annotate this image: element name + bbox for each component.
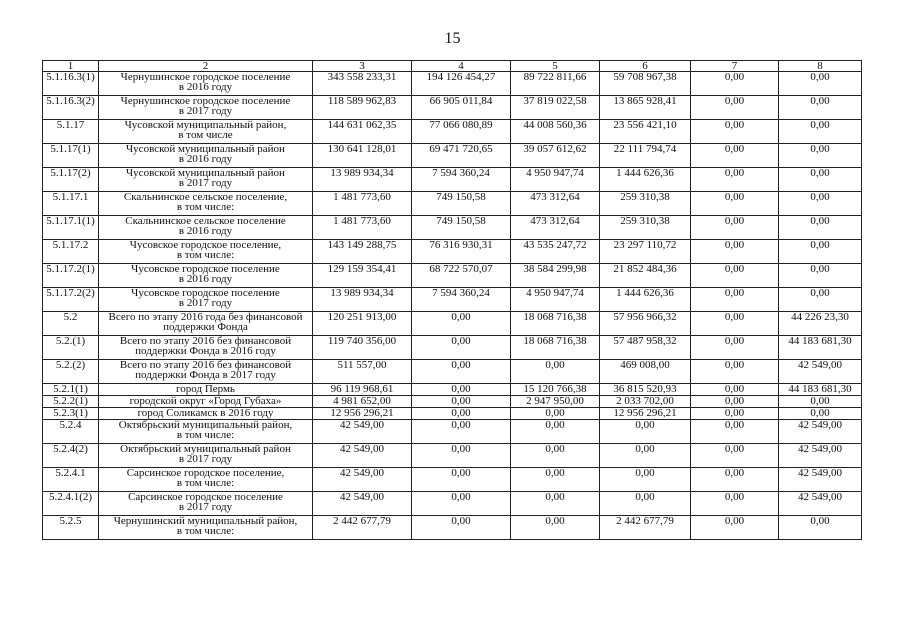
row-value-c5: 0,00 [511, 516, 600, 540]
row-name [99, 420, 313, 444]
row-value-c3: 118 589 962,83 [313, 96, 412, 120]
row-name-line: в 2016 году [178, 225, 233, 237]
row-value-c6: 23 556 421,10 [600, 120, 691, 144]
row-value-c6: 22 111 794,74 [600, 144, 691, 168]
row-value-c8: 0,00 [779, 396, 862, 408]
row-value-c6: 59 708 967,38 [600, 72, 691, 96]
row-value-c7: 0,00 [691, 168, 779, 192]
row-value-c5: 39 057 612,62 [511, 144, 600, 168]
row-value-c4: 749 150,58 [412, 216, 511, 240]
row-value-c4: 0,00 [412, 396, 511, 408]
row-value-c7: 0,00 [691, 240, 779, 264]
row-name-line: Чернушинский муниципальный район, [113, 515, 298, 527]
row-code: 5.1.17.1(1) [43, 216, 99, 240]
row-value-c6: 23 297 110,72 [600, 240, 691, 264]
row-value-c5: 0,00 [511, 444, 600, 468]
row-name-line: Чусовское городское поселение, [129, 239, 282, 251]
row-value-c4: 76 316 930,31 [412, 240, 511, 264]
row-value-c7: 0,00 [691, 396, 779, 408]
row-name-line: Чусовской муниципальный район [126, 143, 285, 155]
row-code: 5.2.5 [43, 516, 99, 540]
row-code: 5.1.17(1) [43, 144, 99, 168]
row-value-c5: 2 947 950,00 [511, 396, 600, 408]
row-name-line: в 2017 году [178, 453, 233, 465]
row-value-c5: 0,00 [511, 408, 600, 420]
table-row [43, 444, 862, 468]
row-value-c3: 42 549,00 [313, 444, 412, 468]
row-value-c7: 0,00 [691, 336, 779, 360]
row-value-c8: 44 226 23,30 [779, 312, 862, 336]
row-name-line: Сарсинское городское поселение, [126, 467, 285, 479]
row-value-c5: 4 950 947,74 [511, 288, 600, 312]
row-name-line: Чернушинское городское поселение [120, 71, 291, 83]
row-value-c8: 0,00 [779, 96, 862, 120]
row-value-c5: 0,00 [511, 468, 600, 492]
row-name-line: Всего по этапу 2016 без финансовой [119, 335, 292, 347]
row-name-line: в том числе: [176, 429, 235, 441]
row-value-c6: 0,00 [600, 468, 691, 492]
column-header: 1 [43, 61, 99, 72]
page-number: 15 [444, 30, 461, 47]
row-value-c8: 0,00 [779, 408, 862, 420]
row-name-line: в 2016 году [178, 273, 233, 285]
table-row [43, 168, 862, 192]
row-value-c7: 0,00 [691, 144, 779, 168]
row-value-c5: 43 535 247,72 [511, 240, 600, 264]
row-code: 5.2.1(1) [43, 384, 99, 396]
row-value-c7: 0,00 [691, 384, 779, 396]
row-name [99, 516, 313, 540]
row-name-line: в 2017 году [178, 177, 233, 189]
row-value-c3: 42 549,00 [313, 420, 412, 444]
table-row [43, 384, 862, 396]
row-code: 5.1.17.2 [43, 240, 99, 264]
row-value-c5: 37 819 022,58 [511, 96, 600, 120]
row-value-c6: 57 956 966,32 [600, 312, 691, 336]
row-value-c8: 0,00 [779, 72, 862, 96]
row-value-c7: 0,00 [691, 420, 779, 444]
row-name [99, 360, 313, 384]
row-value-c3: 143 149 288,75 [313, 240, 412, 264]
row-value-c6: 1 444 626,36 [600, 288, 691, 312]
row-name [99, 468, 313, 492]
row-value-c7: 0,00 [691, 192, 779, 216]
row-value-c7: 0,00 [691, 72, 779, 96]
row-value-c6: 57 487 958,32 [600, 336, 691, 360]
row-value-c4: 7 594 360,24 [412, 288, 511, 312]
table-row [43, 492, 862, 516]
table-row [43, 144, 862, 168]
row-name-line: город Соликамск в 2016 году [137, 407, 274, 419]
column-header: 3 [313, 61, 412, 72]
row-value-c3: 1 481 773,60 [313, 192, 412, 216]
row-value-c8: 42 549,00 [779, 492, 862, 516]
row-value-c3: 42 549,00 [313, 468, 412, 492]
row-code: 5.1.17(2) [43, 168, 99, 192]
row-value-c5: 0,00 [511, 420, 600, 444]
table-row [43, 396, 862, 408]
row-name-line: Чусовское городское поселение [131, 263, 280, 275]
row-value-c6: 0,00 [600, 444, 691, 468]
row-value-c4: 0,00 [412, 444, 511, 468]
row-value-c3: 343 558 233,31 [313, 72, 412, 96]
row-value-c4: 77 066 080,89 [412, 120, 511, 144]
row-code: 5.2.4.1 [43, 468, 99, 492]
row-value-c8: 44 183 681,30 [779, 384, 862, 396]
row-name-line: Всего по этапу 2016 без финансовой [119, 359, 292, 371]
row-name-line: в том числе: [176, 477, 235, 489]
row-value-c7: 0,00 [691, 96, 779, 120]
row-value-c4: 0,00 [412, 516, 511, 540]
row-code: 5.2 [43, 312, 99, 336]
row-value-c4: 0,00 [412, 420, 511, 444]
row-value-c5: 18 068 716,38 [511, 336, 600, 360]
row-value-c5: 44 008 560,36 [511, 120, 600, 144]
row-value-c3: 2 442 677,79 [313, 516, 412, 540]
row-value-c6: 1 444 626,36 [600, 168, 691, 192]
row-value-c8: 0,00 [779, 216, 862, 240]
row-name-line: в том числе: [176, 249, 235, 261]
row-name [99, 312, 313, 336]
row-name-line: Октябрьский муниципальный район, [118, 419, 293, 431]
row-name [99, 72, 313, 96]
row-name-line: городской округ «Город Губаха» [129, 395, 282, 407]
row-value-c8: 0,00 [779, 240, 862, 264]
row-code: 5.1.17.2(1) [43, 264, 99, 288]
table-row [43, 240, 862, 264]
table-row [43, 408, 862, 420]
row-name-line: в 2017 году [178, 297, 233, 309]
row-value-c8: 42 549,00 [779, 420, 862, 444]
row-name [99, 264, 313, 288]
row-value-c4: 0,00 [412, 336, 511, 360]
table-row [43, 192, 862, 216]
row-value-c3: 120 251 913,00 [313, 312, 412, 336]
row-value-c6: 259 310,38 [600, 192, 691, 216]
row-value-c4: 0,00 [412, 384, 511, 396]
row-value-c3: 12 956 296,21 [313, 408, 412, 420]
row-value-c5: 473 312,64 [511, 216, 600, 240]
row-value-c6: 0,00 [600, 420, 691, 444]
row-code: 5.1.16.3(2) [43, 96, 99, 120]
row-name-line: Всего по этапу 2016 года без финансовой [108, 311, 303, 323]
row-value-c7: 0,00 [691, 408, 779, 420]
row-name [99, 444, 313, 468]
row-code: 5.2.(1) [43, 336, 99, 360]
row-value-c6: 12 956 296,21 [600, 408, 691, 420]
row-name [99, 144, 313, 168]
column-header: 5 [511, 61, 600, 72]
row-name-line: в 2016 году [178, 81, 233, 93]
row-name [99, 216, 313, 240]
table-row [43, 468, 862, 492]
table-row [43, 264, 862, 288]
row-value-c6: 36 815 520,93 [600, 384, 691, 396]
row-value-c4: 0,00 [412, 312, 511, 336]
row-name-line: город Пермь [176, 383, 235, 395]
row-value-c8: 0,00 [779, 516, 862, 540]
row-value-c4: 7 594 360,24 [412, 168, 511, 192]
row-value-c7: 0,00 [691, 288, 779, 312]
row-name [99, 336, 313, 360]
column-header: 2 [99, 61, 313, 72]
row-value-c6: 0,00 [600, 492, 691, 516]
row-name-line: поддержки Фонда в 2017 году [135, 369, 276, 381]
row-value-c4: 194 126 454,27 [412, 72, 511, 96]
row-value-c8: 0,00 [779, 144, 862, 168]
row-value-c5: 89 722 811,66 [511, 72, 600, 96]
row-value-c3: 129 159 354,41 [313, 264, 412, 288]
row-value-c7: 0,00 [691, 360, 779, 384]
row-code: 5.2.4.1(2) [43, 492, 99, 516]
row-value-c7: 0,00 [691, 468, 779, 492]
row-name [99, 384, 313, 396]
row-value-c3: 144 631 062,35 [313, 120, 412, 144]
table-row [43, 312, 862, 336]
row-name-line: Чусовской муниципальный район, [124, 119, 287, 131]
row-value-c7: 0,00 [691, 516, 779, 540]
row-value-c4: 68 722 570,07 [412, 264, 511, 288]
row-name [99, 120, 313, 144]
row-name [99, 240, 313, 264]
row-value-c7: 0,00 [691, 216, 779, 240]
table-row [43, 516, 862, 540]
table-row [43, 336, 862, 360]
column-header: 7 [691, 61, 779, 72]
row-code: 5.2.4(2) [43, 444, 99, 468]
row-value-c3: 119 740 356,00 [313, 336, 412, 360]
row-value-c3: 42 549,00 [313, 492, 412, 516]
row-value-c5: 18 068 716,38 [511, 312, 600, 336]
row-value-c4: 0,00 [412, 360, 511, 384]
row-name [99, 288, 313, 312]
row-name [99, 408, 313, 420]
row-value-c7: 0,00 [691, 120, 779, 144]
row-name-line: в 2017 году [178, 501, 233, 513]
row-value-c5: 0,00 [511, 360, 600, 384]
table-row [43, 96, 862, 120]
row-value-c6: 2 442 677,79 [600, 516, 691, 540]
data-table [42, 60, 862, 540]
row-name-line: Скальнинское сельское поселение [125, 215, 286, 227]
row-name [99, 396, 313, 408]
row-name-line: Чусовское городское поселение [131, 287, 280, 299]
row-value-c3: 511 557,00 [313, 360, 412, 384]
row-value-c4: 0,00 [412, 468, 511, 492]
row-code: 5.1.16.3(1) [43, 72, 99, 96]
row-name-line: в том числе: [176, 525, 235, 537]
row-value-c3: 96 119 968,61 [313, 384, 412, 396]
row-name [99, 492, 313, 516]
row-name-line: поддержки Фонда в 2016 году [135, 345, 276, 357]
row-value-c7: 0,00 [691, 312, 779, 336]
row-code: 5.1.17.2(2) [43, 288, 99, 312]
row-value-c7: 0,00 [691, 264, 779, 288]
column-header: 8 [779, 61, 862, 72]
row-value-c5: 473 312,64 [511, 192, 600, 216]
row-value-c3: 4 981 652,00 [313, 396, 412, 408]
row-value-c3: 13 989 934,34 [313, 168, 412, 192]
row-name-line: поддержки Фонда [163, 321, 248, 333]
row-name-line: в том числе: [176, 201, 235, 213]
row-value-c6: 2 033 702,00 [600, 396, 691, 408]
table-row [43, 360, 862, 384]
row-value-c4: 749 150,58 [412, 192, 511, 216]
row-name-line: Чернушинское городское поселение [120, 95, 291, 107]
row-value-c6: 469 008,00 [600, 360, 691, 384]
row-value-c6: 13 865 928,41 [600, 96, 691, 120]
row-value-c8: 44 183 681,30 [779, 336, 862, 360]
row-name [99, 96, 313, 120]
row-value-c4: 66 905 011,84 [412, 96, 511, 120]
table-row [43, 72, 862, 96]
row-value-c3: 130 641 128,01 [313, 144, 412, 168]
row-value-c8: 0,00 [779, 264, 862, 288]
row-value-c4: 0,00 [412, 408, 511, 420]
row-name [99, 192, 313, 216]
row-value-c3: 1 481 773,60 [313, 216, 412, 240]
table-header-row [43, 61, 862, 72]
row-code: 5.2.4 [43, 420, 99, 444]
row-name-line: в том числе [178, 129, 233, 141]
row-name-line: Скальнинское сельское поселение, [123, 191, 288, 203]
row-code: 5.2.2(1) [43, 396, 99, 408]
row-value-c8: 42 549,00 [779, 360, 862, 384]
row-code: 5.1.17.1 [43, 192, 99, 216]
row-value-c6: 21 852 484,36 [600, 264, 691, 288]
row-name-line: Сарсинское городское поселение [128, 491, 283, 503]
row-value-c8: 42 549,00 [779, 444, 862, 468]
row-value-c8: 0,00 [779, 192, 862, 216]
row-name-line: в 2017 году [178, 105, 233, 117]
row-value-c8: 0,00 [779, 120, 862, 144]
row-value-c5: 15 120 766,38 [511, 384, 600, 396]
row-value-c8: 0,00 [779, 168, 862, 192]
row-value-c8: 42 549,00 [779, 468, 862, 492]
row-name-line: Чусовской муниципальный район [126, 167, 285, 179]
row-value-c5: 0,00 [511, 492, 600, 516]
row-value-c3: 13 989 934,34 [313, 288, 412, 312]
row-name-line: Октябрьский муниципальный район [120, 443, 291, 455]
row-value-c5: 4 950 947,74 [511, 168, 600, 192]
row-value-c4: 69 471 720,65 [412, 144, 511, 168]
column-header: 4 [412, 61, 511, 72]
column-header: 6 [600, 61, 691, 72]
row-name-line: в 2016 году [178, 153, 233, 165]
row-value-c7: 0,00 [691, 492, 779, 516]
table-row [43, 420, 862, 444]
row-value-c8: 0,00 [779, 288, 862, 312]
row-name [99, 168, 313, 192]
row-value-c6: 259 310,38 [600, 216, 691, 240]
row-code: 5.2.(2) [43, 360, 99, 384]
row-value-c7: 0,00 [691, 444, 779, 468]
table-row [43, 288, 862, 312]
row-value-c5: 38 584 299,98 [511, 264, 600, 288]
table-row [43, 216, 862, 240]
table-row [43, 120, 862, 144]
row-value-c4: 0,00 [412, 492, 511, 516]
row-code: 5.1.17 [43, 120, 99, 144]
row-code: 5.2.3(1) [43, 408, 99, 420]
